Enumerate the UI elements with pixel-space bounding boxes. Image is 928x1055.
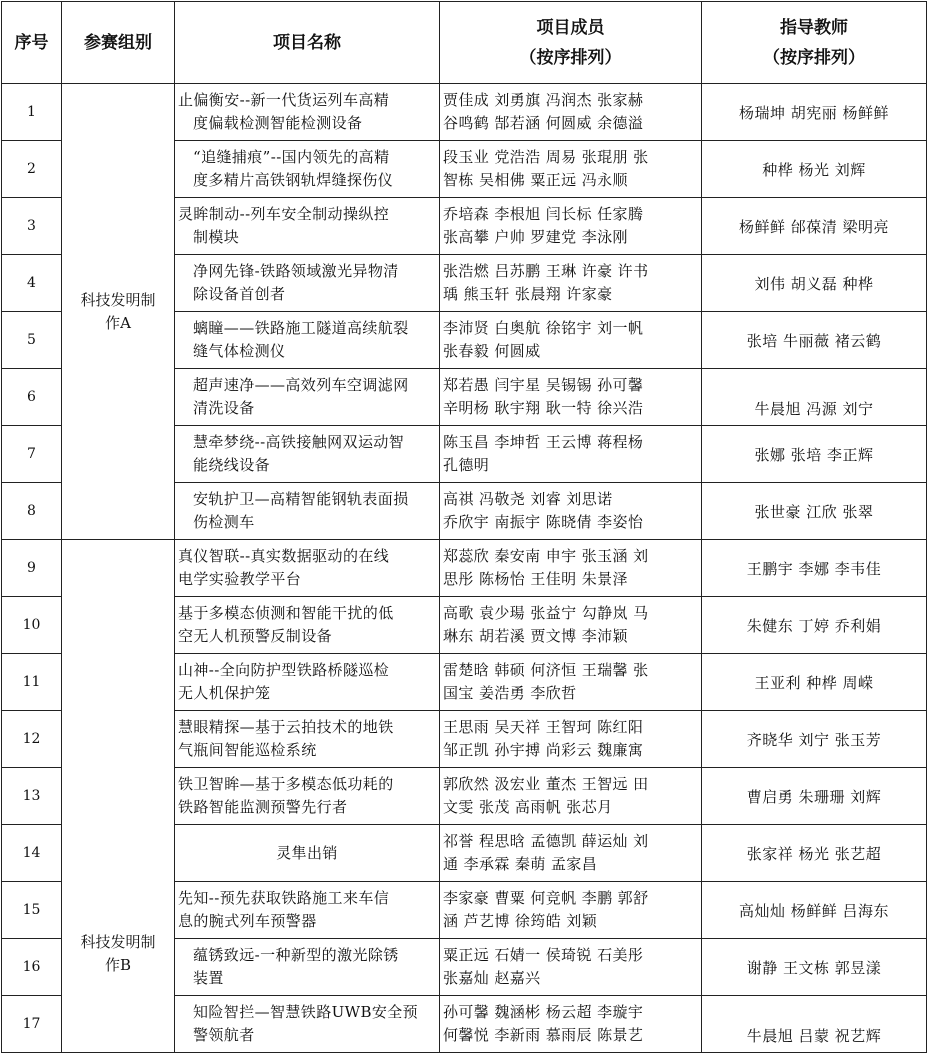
- project-name-line1: 真仪智联--真实数据驱动的在线: [178, 547, 390, 565]
- project-name-line2: 无人机保护笼: [178, 684, 271, 702]
- group-label-b-line1: 科技发明制: [80, 933, 156, 951]
- members-line1: 郑蕊欣 秦安南 申宇 张玉涵 刘: [443, 547, 649, 565]
- row-number: 16: [2, 939, 62, 996]
- members-line1: 郑若愚 闫宇星 吴锡锡 孙可馨: [443, 376, 644, 394]
- table-row: [2, 540, 927, 597]
- members-line2: 辛明杨 耿宇翔 耿一特 徐兴浩: [443, 399, 644, 417]
- project-name: [175, 939, 440, 996]
- members-line1: 乔培森 李根旭 闫长标 任家腾: [443, 205, 644, 223]
- project-members: [440, 768, 702, 825]
- project-name-line1: 灵隼出销: [276, 843, 338, 862]
- teachers: 牛晨旭 吕蒙 祝艺辉: [702, 996, 927, 1053]
- project-name: [175, 255, 440, 312]
- group-cell-a: [62, 84, 175, 540]
- header-name: 项目名称: [175, 2, 440, 84]
- row-number: 15: [2, 882, 62, 939]
- row-number: 17: [2, 996, 62, 1053]
- project-name: [175, 369, 440, 426]
- members-line2: 孔德明: [443, 456, 490, 474]
- members-line1: 郭欣然 汲宏业 董杰 王智远 田: [443, 775, 649, 793]
- project-name-line2: 铁路智能监测预警先行者: [178, 798, 348, 816]
- project-name: [175, 711, 440, 768]
- teachers: 高灿灿 杨鲜鲜 吕海东: [702, 882, 927, 939]
- teachers: 张培 牛丽薇 褚云鹤: [702, 312, 927, 369]
- project-name-line2: 伤检测车: [193, 513, 255, 531]
- members-line1: 王思雨 吴天祥 王智珂 陈红阳: [443, 718, 644, 736]
- teachers: 王亚利 种桦 周嵘: [702, 654, 927, 711]
- project-name-line1: 止偏衡安--新一代货运列车高精: [178, 91, 390, 109]
- row-number: 3: [2, 198, 62, 255]
- members-line2: 何馨悦 李新雨 慕雨辰 陈景艺: [443, 1026, 644, 1044]
- header-members-note: （按序排列）: [519, 47, 622, 68]
- project-name-line2: 警领航者: [193, 1026, 255, 1044]
- teachers: 刘伟 胡义磊 种桦: [702, 255, 927, 312]
- project-name-line1: 先知--预先获取铁路施工来车信: [178, 889, 390, 907]
- project-members: [440, 939, 702, 996]
- project-name-line1: 灵眸制动--列车安全制动操纵控: [178, 205, 390, 223]
- members-line2: 智栋 吴相佛 粟正远 冯永顺: [443, 171, 628, 189]
- project-members: [440, 597, 702, 654]
- header-teachers-title: 指导教师: [780, 17, 848, 38]
- group-cell-b: [62, 540, 175, 1053]
- members-line2: 张高攀 户帅 罗建党 李泳刚: [443, 228, 628, 246]
- row-number: 12: [2, 711, 62, 768]
- teachers: 杨瑞坤 胡宪丽 杨鲜鲜: [702, 84, 927, 141]
- project-members: [440, 711, 702, 768]
- project-members: [440, 255, 702, 312]
- row-number: 9: [2, 540, 62, 597]
- members-line2: 国宝 姜浩勇 李欣哲: [443, 684, 577, 702]
- header-teachers-note: （按序排列）: [763, 47, 865, 68]
- teachers: 张娜 张培 李正辉: [702, 426, 927, 483]
- project-name-line2: 电学实验教学平台: [178, 570, 302, 588]
- project-name-line2: 气瓶间智能巡检系统: [178, 741, 317, 759]
- teachers: 曹启勇 朱珊珊 刘辉: [702, 768, 927, 825]
- members-line2: 思彤 陈杨怡 王佳明 朱景泽: [443, 570, 628, 588]
- project-name-line1: 铁卫智眸—基于多模态低功耗的: [178, 775, 394, 793]
- project-name-line1: 慧眼精探—基于云拍技术的地铁: [178, 718, 394, 736]
- members-line1: 孙可馨 魏涵彬 杨云超 李璇宇: [443, 1003, 644, 1021]
- members-line1: 高歌 袁少瑒 张益宁 勾静岚 马: [443, 604, 649, 622]
- project-members: [440, 141, 702, 198]
- row-number: 13: [2, 768, 62, 825]
- award-table-part-a: [1, 1, 927, 540]
- project-name: [175, 882, 440, 939]
- members-line2: 文雯 张茂 高雨帆 张芯月: [443, 798, 613, 816]
- project-members: [440, 996, 702, 1053]
- project-name: [175, 597, 440, 654]
- members-line2: 涵 芦艺博 徐筠皓 刘颖: [443, 912, 598, 930]
- members-line1: 贾佳成 刘勇旗 冯润杰 张家赫: [443, 91, 644, 109]
- project-name: [175, 654, 440, 711]
- project-members: [440, 426, 702, 483]
- members-line1: 李沛贤 白奥航 徐铭宇 刘一帆: [443, 319, 644, 337]
- project-members: [440, 369, 702, 426]
- project-name: [175, 996, 440, 1053]
- teachers: 齐晓华 刘宁 张玉芳: [702, 711, 927, 768]
- project-name-line1: 山神--全向防护型铁路桥隧巡检: [178, 661, 390, 679]
- project-name: [175, 198, 440, 255]
- row-number: 4: [2, 255, 62, 312]
- teachers: 牛晨旭 冯源 刘宁: [702, 369, 927, 426]
- members-line1: 祁誉 程思晗 孟德凯 薛运灿 刘: [443, 832, 649, 850]
- members-line1: 高祺 冯敬尧 刘睿 刘思诺: [443, 490, 613, 508]
- members-line2: 谷鸣鹤 郜若涵 何圆威 余德溢: [443, 114, 644, 132]
- project-members: [440, 198, 702, 255]
- project-name: [175, 768, 440, 825]
- row-number: 14: [2, 825, 62, 882]
- members-line2: 通 李承霖 秦萌 孟家昌: [443, 855, 598, 873]
- header-num: 序号: [2, 2, 62, 84]
- project-name: [175, 312, 440, 369]
- teachers: 张世豪 江欣 张翠: [702, 483, 927, 540]
- table-row: [2, 84, 927, 141]
- members-line1: 雷楚晗 韩硕 何济恒 王瑞馨 张: [443, 661, 649, 679]
- members-line2: 瑀 熊玉轩 张晨翔 许家豪: [443, 285, 613, 303]
- group-label-b-line2: 作B: [104, 956, 132, 974]
- project-name-line1: 慧牵梦绕--高铁接触网双运动智: [193, 433, 405, 451]
- header-members: [440, 2, 702, 84]
- row-number: 1: [2, 84, 62, 141]
- project-name-line2: 度多精片高铁钢轨焊缝探伤仪: [193, 171, 394, 189]
- teachers: 杨鲜鲜 邰葆清 梁明亮: [702, 198, 927, 255]
- members-line1: 张浩燃 吕苏鹏 王琳 许豪 许书: [443, 262, 649, 280]
- project-name: [175, 540, 440, 597]
- project-members: [440, 654, 702, 711]
- project-name-line1: 净网先锋-铁路领域激光异物清: [193, 262, 399, 280]
- row-number: 10: [2, 597, 62, 654]
- teachers: 王鹏宇 李娜 李韦佳: [702, 540, 927, 597]
- members-line2: 乔欣宇 南振宇 陈晓倩 李姿怡: [443, 513, 644, 531]
- project-name-line1: 蕴锈致远-一种新型的激光除锈: [193, 946, 399, 964]
- project-members: [440, 882, 702, 939]
- row-number: 11: [2, 654, 62, 711]
- members-line1: 陈玉昌 李坤哲 王云博 蒋程杨: [443, 433, 644, 451]
- project-name-line2: 制模块: [193, 228, 240, 246]
- members-line2: 琳东 胡若溪 贾文博 李沛颖: [443, 627, 628, 645]
- project-name: [175, 426, 440, 483]
- project-name-line2: 装置: [193, 969, 224, 987]
- group-label-a-line1: 科技发明制: [80, 290, 156, 309]
- project-name-line2: 能绕线设备: [193, 456, 271, 474]
- header-teachers: [702, 2, 927, 84]
- members-line2: 张嘉灿 赵嘉兴: [443, 969, 541, 987]
- project-name-line2: 除设备首创者: [193, 285, 286, 303]
- members-line1: 粟正远 石婧一 侯琦锐 石美彤: [443, 946, 644, 964]
- project-name-line2: 空无人机预警反制设备: [178, 627, 333, 645]
- project-name-line1: 螭瞳——铁路施工隧道高续航裂: [193, 319, 409, 337]
- header-row: [2, 2, 927, 84]
- project-members: [440, 312, 702, 369]
- project-members: [440, 483, 702, 540]
- project-name-line1: “追缝捕痕”--国内领先的高精: [193, 148, 390, 166]
- project-name: [175, 141, 440, 198]
- project-name-line1: 安轨护卫—高精智能钢轨表面损: [193, 490, 409, 508]
- project-members: [440, 84, 702, 141]
- project-name-line1: 基于多模态侦测和智能干扰的低: [178, 604, 394, 622]
- teachers: 谢静 王文栋 郭昱漾: [702, 939, 927, 996]
- row-number: 8: [2, 483, 62, 540]
- project-name-line1: 知险智拦—智慧铁路UWB安全预: [193, 1003, 419, 1021]
- project-name: [175, 825, 440, 882]
- members-line1: 李家豪 曹粟 何竞帆 李鹏 郭舒: [443, 889, 649, 907]
- teachers: 种桦 杨光 刘辉: [702, 141, 927, 198]
- members-line2: 张春毅 何圆威: [443, 342, 541, 360]
- project-name-line2: 缝气体检测仪: [193, 342, 286, 360]
- teachers: 朱健东 丁婷 乔利娟: [702, 597, 927, 654]
- header-group: 参赛组别: [62, 2, 175, 84]
- row-number: 5: [2, 312, 62, 369]
- header-members-title: 项目成员: [536, 17, 605, 38]
- project-name: [175, 483, 440, 540]
- members-line2: 邹正凯 孙宇搏 尚彩云 魏廉寓: [443, 741, 644, 759]
- project-members: [440, 540, 702, 597]
- teachers: 张家祥 杨光 张艺超: [702, 825, 927, 882]
- members-line1: 段玉业 党浩浩 周易 张琨朋 张: [443, 148, 649, 166]
- row-number: 7: [2, 426, 62, 483]
- project-name-line2: 度偏载检测智能检测设备: [193, 114, 363, 132]
- award-table-part-b: [1, 539, 927, 1053]
- row-number: 6: [2, 369, 62, 426]
- row-number: 2: [2, 141, 62, 198]
- project-name-line1: 超声速净——高效列车空调滤网: [193, 376, 409, 394]
- project-name-line2: 清洗设备: [193, 399, 255, 417]
- project-name: [175, 84, 440, 141]
- project-members: [440, 825, 702, 882]
- project-name-line2: 息的腕式列车预警器: [178, 912, 317, 930]
- group-label-a-line2: 作A: [105, 313, 131, 332]
